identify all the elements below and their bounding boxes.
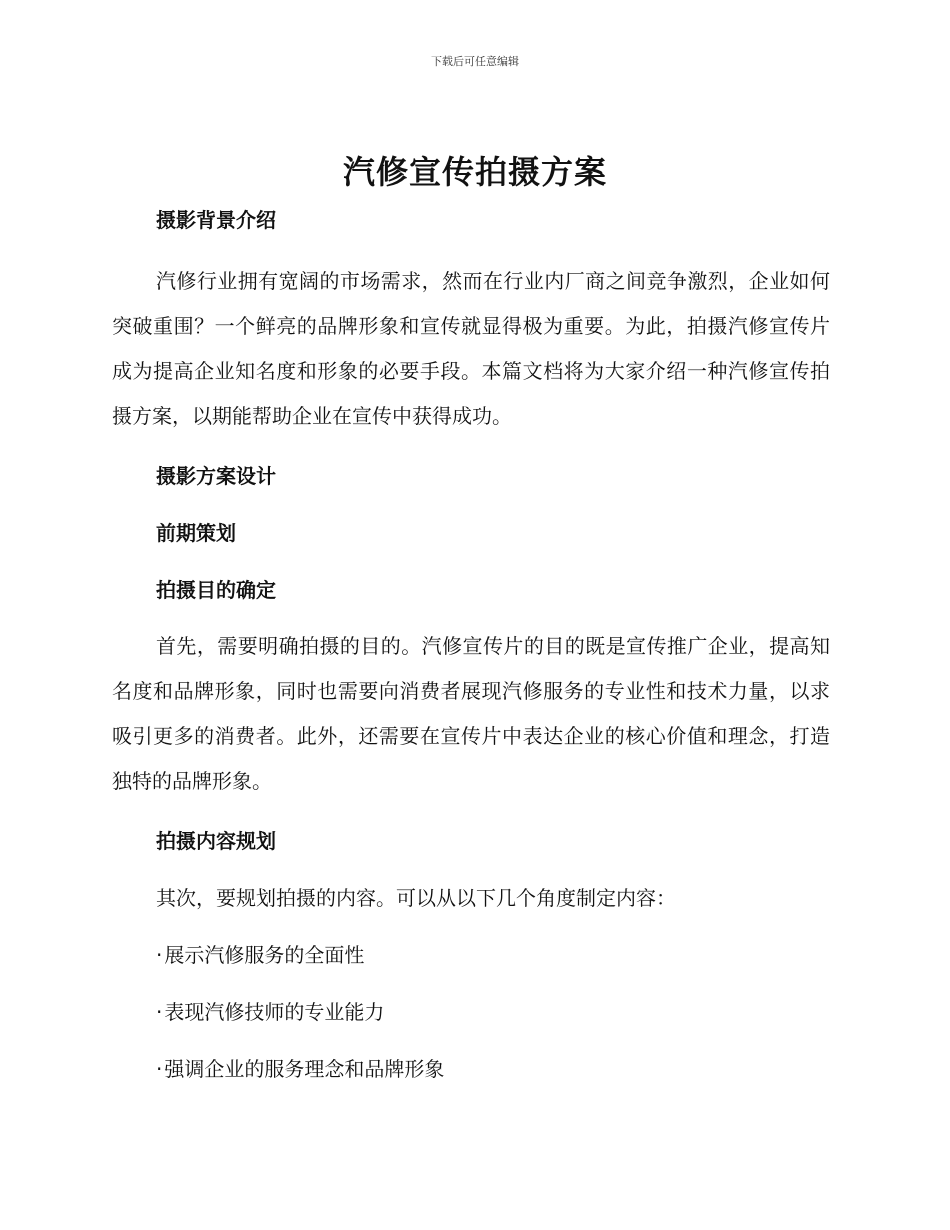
- section-heading-purpose: 拍摄目的确定: [156, 578, 276, 602]
- paragraph-background: 汽修行业拥有宽阔的市场需求，然而在行业内厂商之间竞争激烈，企业如何突破重围？一个鲜亮的品牌形象和宣传就显得极为重要。为此，拍摄汽修宣传片成为提高企业知名度和形象的必要手段。本篇文档将为大家介绍一种汽修宣传拍摄方案，以期能帮助企业在宣传中获得成功。: [112, 269, 830, 428]
- bullet-icon: ·: [156, 1000, 163, 1024]
- page-header-note: 下载后可任意编辑: [431, 55, 519, 68]
- bullet-icon: ·: [156, 1057, 163, 1081]
- section-heading-content: 拍摄内容规划: [156, 829, 276, 853]
- list-item: [112, 996, 830, 1028]
- list-item-text: 展示汽修服务的全面性: [164, 943, 365, 967]
- section-heading-design: 摄影方案设计: [156, 464, 276, 488]
- section-heading-planning: 前期策划: [156, 521, 236, 545]
- list-item-text: 强调企业的服务理念和品牌形象: [164, 1057, 445, 1081]
- document-body: [112, 200, 830, 1085]
- document-title: 汽修宣传拍摄方案: [342, 153, 607, 191]
- list-item-text: 表现汽修技师的专业能力: [164, 1000, 385, 1024]
- section-heading-background: 摄影背景介绍: [156, 208, 276, 232]
- list-item: [112, 1053, 830, 1085]
- bullet-icon: ·: [156, 943, 163, 967]
- paragraph-purpose: 首先，需要明确拍摄的目的。汽修宣传片的目的既是宣传推广企业，提高知名度和品牌形象，同时也需要向消费者展现汽修服务的专业性和技术力量，以求吸引更多的消费者。此外，还需要在宣传片中表达企业的核心价值和理念，打造独特的品牌形象。: [112, 634, 830, 793]
- list-item: [112, 939, 830, 971]
- paragraph-content-intro: 其次，要规划拍摄的内容。可以从以下几个角度制定内容：: [156, 886, 676, 910]
